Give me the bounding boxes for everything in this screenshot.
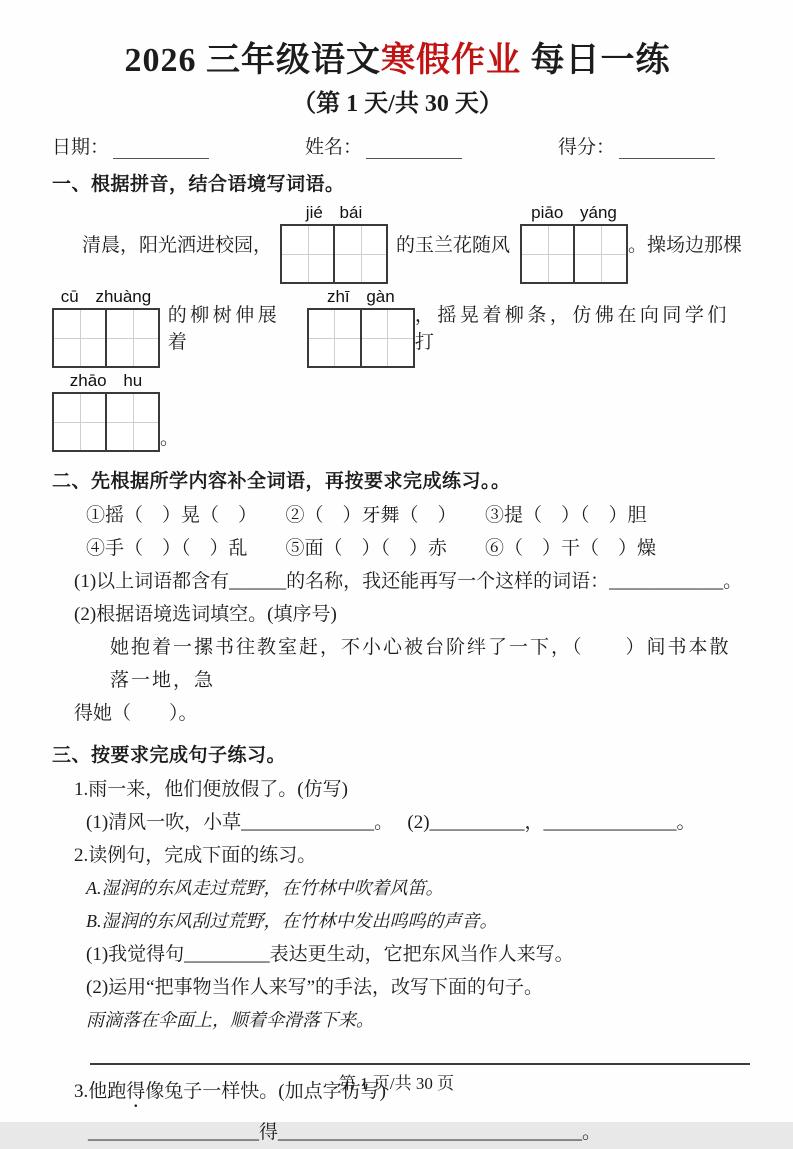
tian-grid <box>280 224 388 284</box>
s1r1-text-before: 清晨，阳光洒进校园， <box>82 234 273 256</box>
writing-grid-zhaohu <box>52 370 160 452</box>
section3-item2-q1: (1)我觉得句_________表达更生动，它把东风当作人来写。 <box>86 944 574 965</box>
section2-words-row1: ①摇（ ）晃（ ） ②（ ）牙舞（ ） ③提（ ）（ ）胆 <box>86 505 647 526</box>
name-label: 姓名： <box>305 137 363 158</box>
title-prefix: 2026 三年级语文 <box>124 42 381 79</box>
section3-example-a: A.湿润的东风走过荒野，在竹林中吹着风笛。 <box>86 878 444 898</box>
section1-row3 <box>52 370 743 452</box>
date-field <box>52 132 209 159</box>
name-blank <box>366 138 462 159</box>
writing-grid-piaoyang <box>520 202 628 284</box>
score-field <box>558 132 715 159</box>
grid-cell <box>309 310 360 366</box>
tian-grid <box>307 308 415 368</box>
pinyin-label: zhāo hu <box>69 371 143 390</box>
item3-dotted-char: 得 <box>126 1081 146 1102</box>
grid-cell <box>360 310 413 366</box>
section1-heading: 一、根据拼音，结合语境写词语。 <box>52 174 345 195</box>
item3-text-after: 像兔子一样快。(加点字仿写) <box>145 1081 386 1102</box>
page-footer: 第 1 页/共 30 页 <box>338 1074 455 1093</box>
grid-cell <box>54 310 105 366</box>
section3-item2-q2: (2)运用“把事物当作人来写”的手法，改写下面的句子。 <box>86 977 544 998</box>
info-row <box>52 132 743 159</box>
s1r2-text-mid: 的柳树伸展着 <box>167 305 281 353</box>
grid-cell <box>282 226 333 282</box>
score-blank <box>619 138 715 159</box>
section2-q2: (2)根据语境选词填空。(填序号) <box>74 604 337 625</box>
writing-grid-zhigan <box>307 286 415 368</box>
pinyin-label: zhī gàn <box>326 287 395 306</box>
section1-row2 <box>52 286 743 368</box>
date-label: 日期： <box>52 137 110 158</box>
writing-grid-cuzhuang <box>52 286 160 368</box>
grid-cell <box>573 226 626 282</box>
s1r3-text-after: 。 <box>160 428 180 449</box>
title-highlight: 寒假作业 <box>381 42 521 79</box>
grid-cell <box>54 394 105 450</box>
date-blank <box>113 138 209 159</box>
pinyin-label: cū zhuàng <box>60 287 152 306</box>
pinyin-label: jié bái <box>305 203 363 222</box>
s1r1-text-mid: 的玉兰花随风 <box>396 234 511 256</box>
section3-item1-blanks: (1)清风一吹，小草______________。 (2)__________，______________。 <box>86 812 696 833</box>
section3-rewrite-source: 雨滴落在伞面上，顺着伞滑落下来。 <box>86 1010 374 1030</box>
item3-text-before: 3.他跑 <box>74 1081 127 1102</box>
section2-q1: (1)以上词语都含有______的名称，我还能再写一个这样的词语：____________。 <box>74 571 743 592</box>
section3-example-b: B.湿润的东风刮过荒野，在竹林中发出呜呜的声音。 <box>86 911 498 931</box>
page-title <box>52 32 743 81</box>
answer-rule <box>90 1063 750 1065</box>
grid-cell <box>522 226 573 282</box>
grid-cell <box>105 310 158 366</box>
page-subtitle: （第 1 天/共 30 天） <box>292 91 503 117</box>
grid-cell <box>333 226 386 282</box>
title-suffix: 每日一练 <box>521 42 671 79</box>
section2-words-row2: ④手（ ）（ ）乱 ⑤面（ ）（ ）赤 ⑥（ ）干（ ）燥 <box>86 538 657 559</box>
name-field <box>305 132 462 159</box>
section1-row1 <box>52 202 743 284</box>
section3-item2: 2.读例句，完成下面的练习。 <box>74 845 317 866</box>
section2-q2-sentence-line2: 得她（ ）。 <box>74 703 198 724</box>
pinyin-label: piāo yáng <box>531 203 617 222</box>
score-label: 得分： <box>558 137 616 158</box>
section2-q2-sentence-line1: 她抱着一摞书往教室赶，不小心被台阶绊了一下，（ ）间书本散落一地，急 <box>110 637 731 691</box>
section2-heading: 二、先根据所学内容补全词语，再按要求完成练习。。 <box>52 471 511 492</box>
tian-grid <box>520 224 628 284</box>
tian-grid <box>52 392 160 452</box>
s1r2-text-after: ，摇晃着柳条，仿佛在向同学们打 <box>414 305 730 353</box>
tian-grid <box>52 308 160 368</box>
s1r1-text-after: 。操场边那棵 <box>628 234 743 256</box>
grid-cell <box>105 394 158 450</box>
section3-item3-blank: __________________得________________________________。 <box>88 1122 602 1143</box>
section3-item1: 1.雨一来，他们便放假了。(仿写) <box>74 779 348 800</box>
section3-heading: 三、按要求完成句子练习。 <box>52 745 287 766</box>
writing-grid-jiebai <box>280 202 388 284</box>
